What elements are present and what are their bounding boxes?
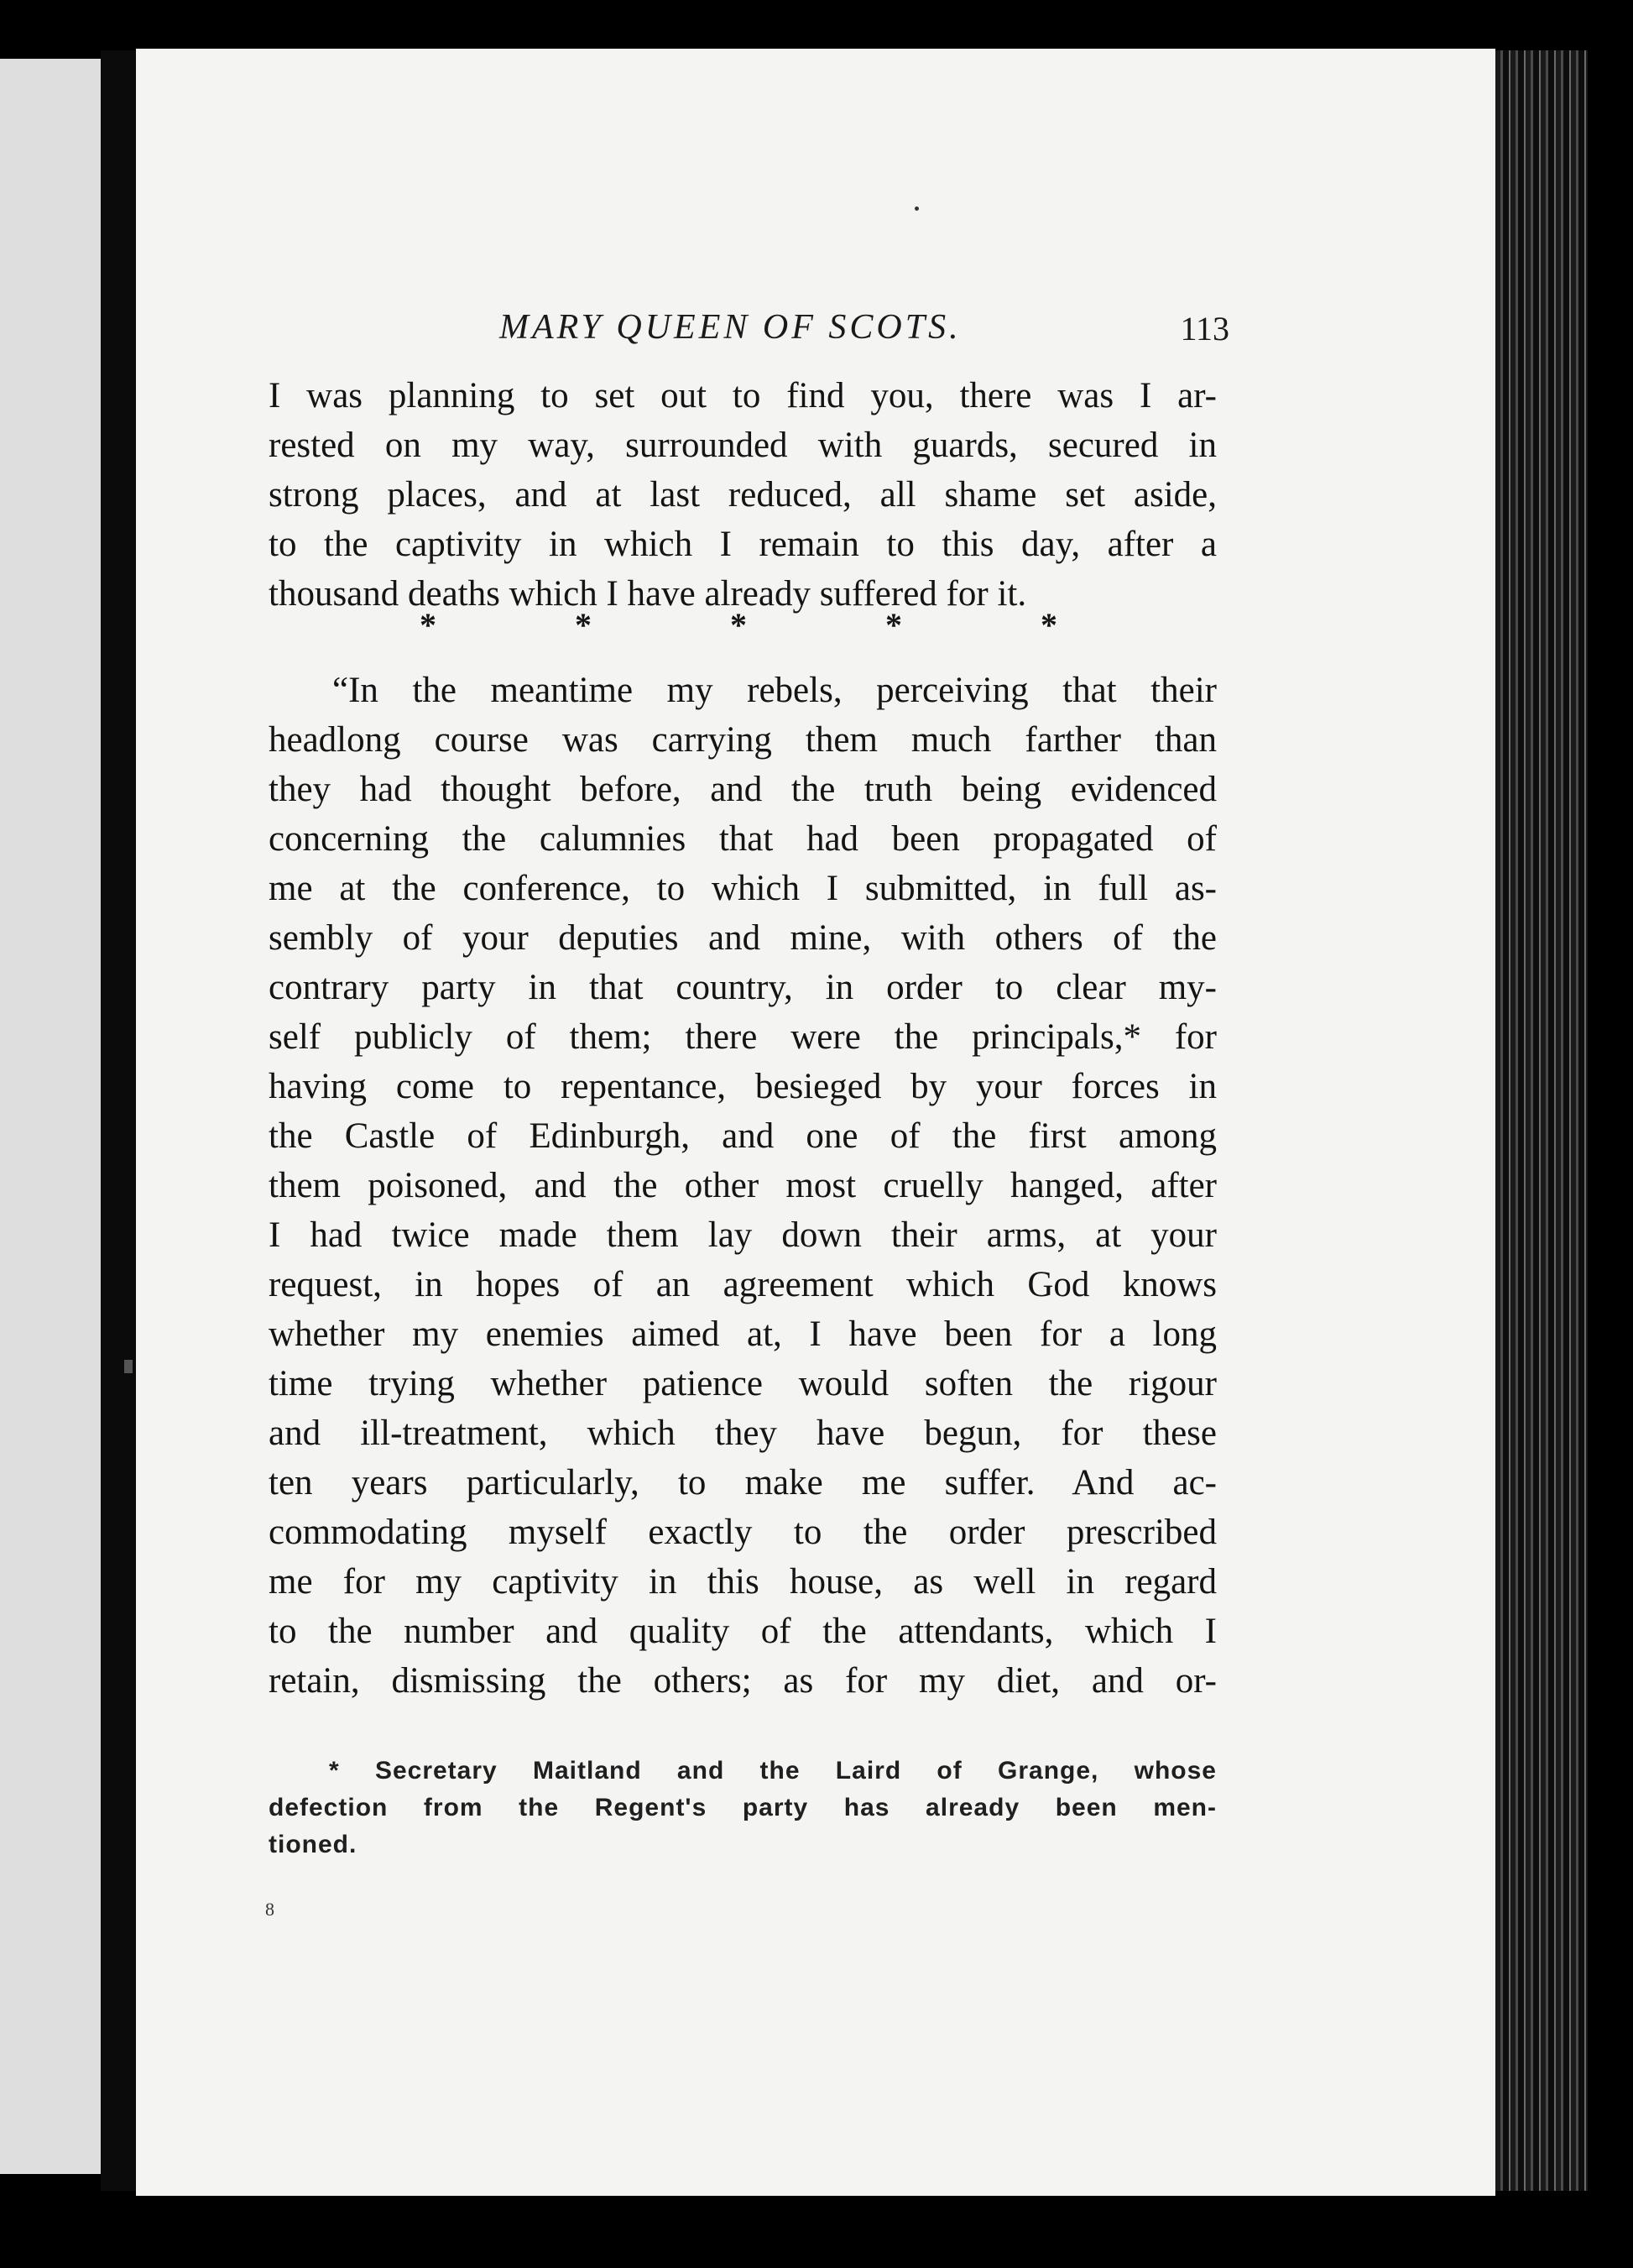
page-speck: [915, 206, 919, 211]
text-line: I was planning to set out to find you, there was I ar-: [269, 376, 1217, 415]
facing-page-edge: [0, 59, 101, 2174]
text-line: request, in hopes of an agreement which God knows: [269, 1265, 1217, 1304]
text-line: having come to repentance, besieged by your forces in: [269, 1067, 1217, 1106]
footnote-line: defection from the Regent's party has already been men-: [269, 1794, 1217, 1821]
book-gutter: [101, 50, 136, 2191]
running-head: MARY QUEEN OF SCOTS.: [499, 308, 962, 347]
page-edges-stack: [1495, 50, 1613, 2191]
asterisk: *: [1041, 606, 1057, 644]
text-line: to the captivity in which I remain to this day, after a: [269, 525, 1217, 564]
text-line: thousand deaths which I have already suffered for it.: [269, 574, 1027, 614]
text-line: contrary party in that country, in order to clear my-: [269, 968, 1217, 1007]
text-line: commodating myself exactly to the order prescribed: [269, 1513, 1217, 1552]
text-line: to the number and quality of the attendants, which I: [269, 1612, 1217, 1651]
asterisk: *: [885, 606, 902, 644]
text-line: sembly of your deputies and mine, with others of the: [269, 918, 1217, 958]
text-line: headlong course was carrying them much farther than: [269, 720, 1217, 760]
paragraph-1: [269, 371, 1217, 619]
asterisk: *: [730, 606, 747, 644]
text-line: retain, dismissing the others; as for my diet, and or-: [269, 1661, 1217, 1701]
text-line: strong places, and at last reduced, all shame set aside,: [269, 475, 1217, 515]
paragraph-2: [269, 666, 1217, 1706]
text-line: they had thought before, and the truth being evidenced: [269, 770, 1217, 809]
text-line: and ill-treatment, which they have begun, for these: [269, 1414, 1217, 1453]
asterisk: *: [575, 606, 592, 644]
text-line: ten years particularly, to make me suffer. And ac-: [269, 1463, 1217, 1502]
text-line: them poisoned, and the other most cruelly hanged, after: [269, 1166, 1217, 1205]
footnote: [269, 1753, 1217, 1863]
text-line: concerning the calumnies that had been propagated of: [269, 819, 1217, 859]
gutter-mark: [124, 1360, 133, 1373]
text-line: me at the conference, to which I submitted, in full as-: [269, 869, 1217, 908]
footnote-line: * Secretary Maitland and the Laird of Grange, whose: [329, 1757, 1217, 1785]
body-text: [269, 371, 1217, 1706]
text-line: rested on my way, surrounded with guards, secured in: [269, 426, 1217, 465]
text-line: me for my captivity in this house, as well in regard: [269, 1562, 1217, 1602]
text-line: “In the meantime my rebels, perceiving that their: [332, 671, 1217, 710]
text-line: time trying whether patience would soften the rigour: [269, 1364, 1217, 1403]
text-line: the Castle of Edinburgh, and one of the first among: [269, 1116, 1217, 1156]
text-line: self publicly of them; there were the principals,* for: [269, 1017, 1217, 1057]
footnote-line: tioned.: [269, 1831, 357, 1858]
page-header: [499, 307, 1229, 358]
text-line: whether my enemies aimed at, I have been for a long: [269, 1314, 1217, 1354]
page-number: 113: [1180, 310, 1229, 348]
signature-mark: 8: [265, 1899, 274, 1920]
text-line: I had twice made them lay down their arms, at your: [269, 1215, 1217, 1255]
asterisk: *: [420, 606, 436, 644]
